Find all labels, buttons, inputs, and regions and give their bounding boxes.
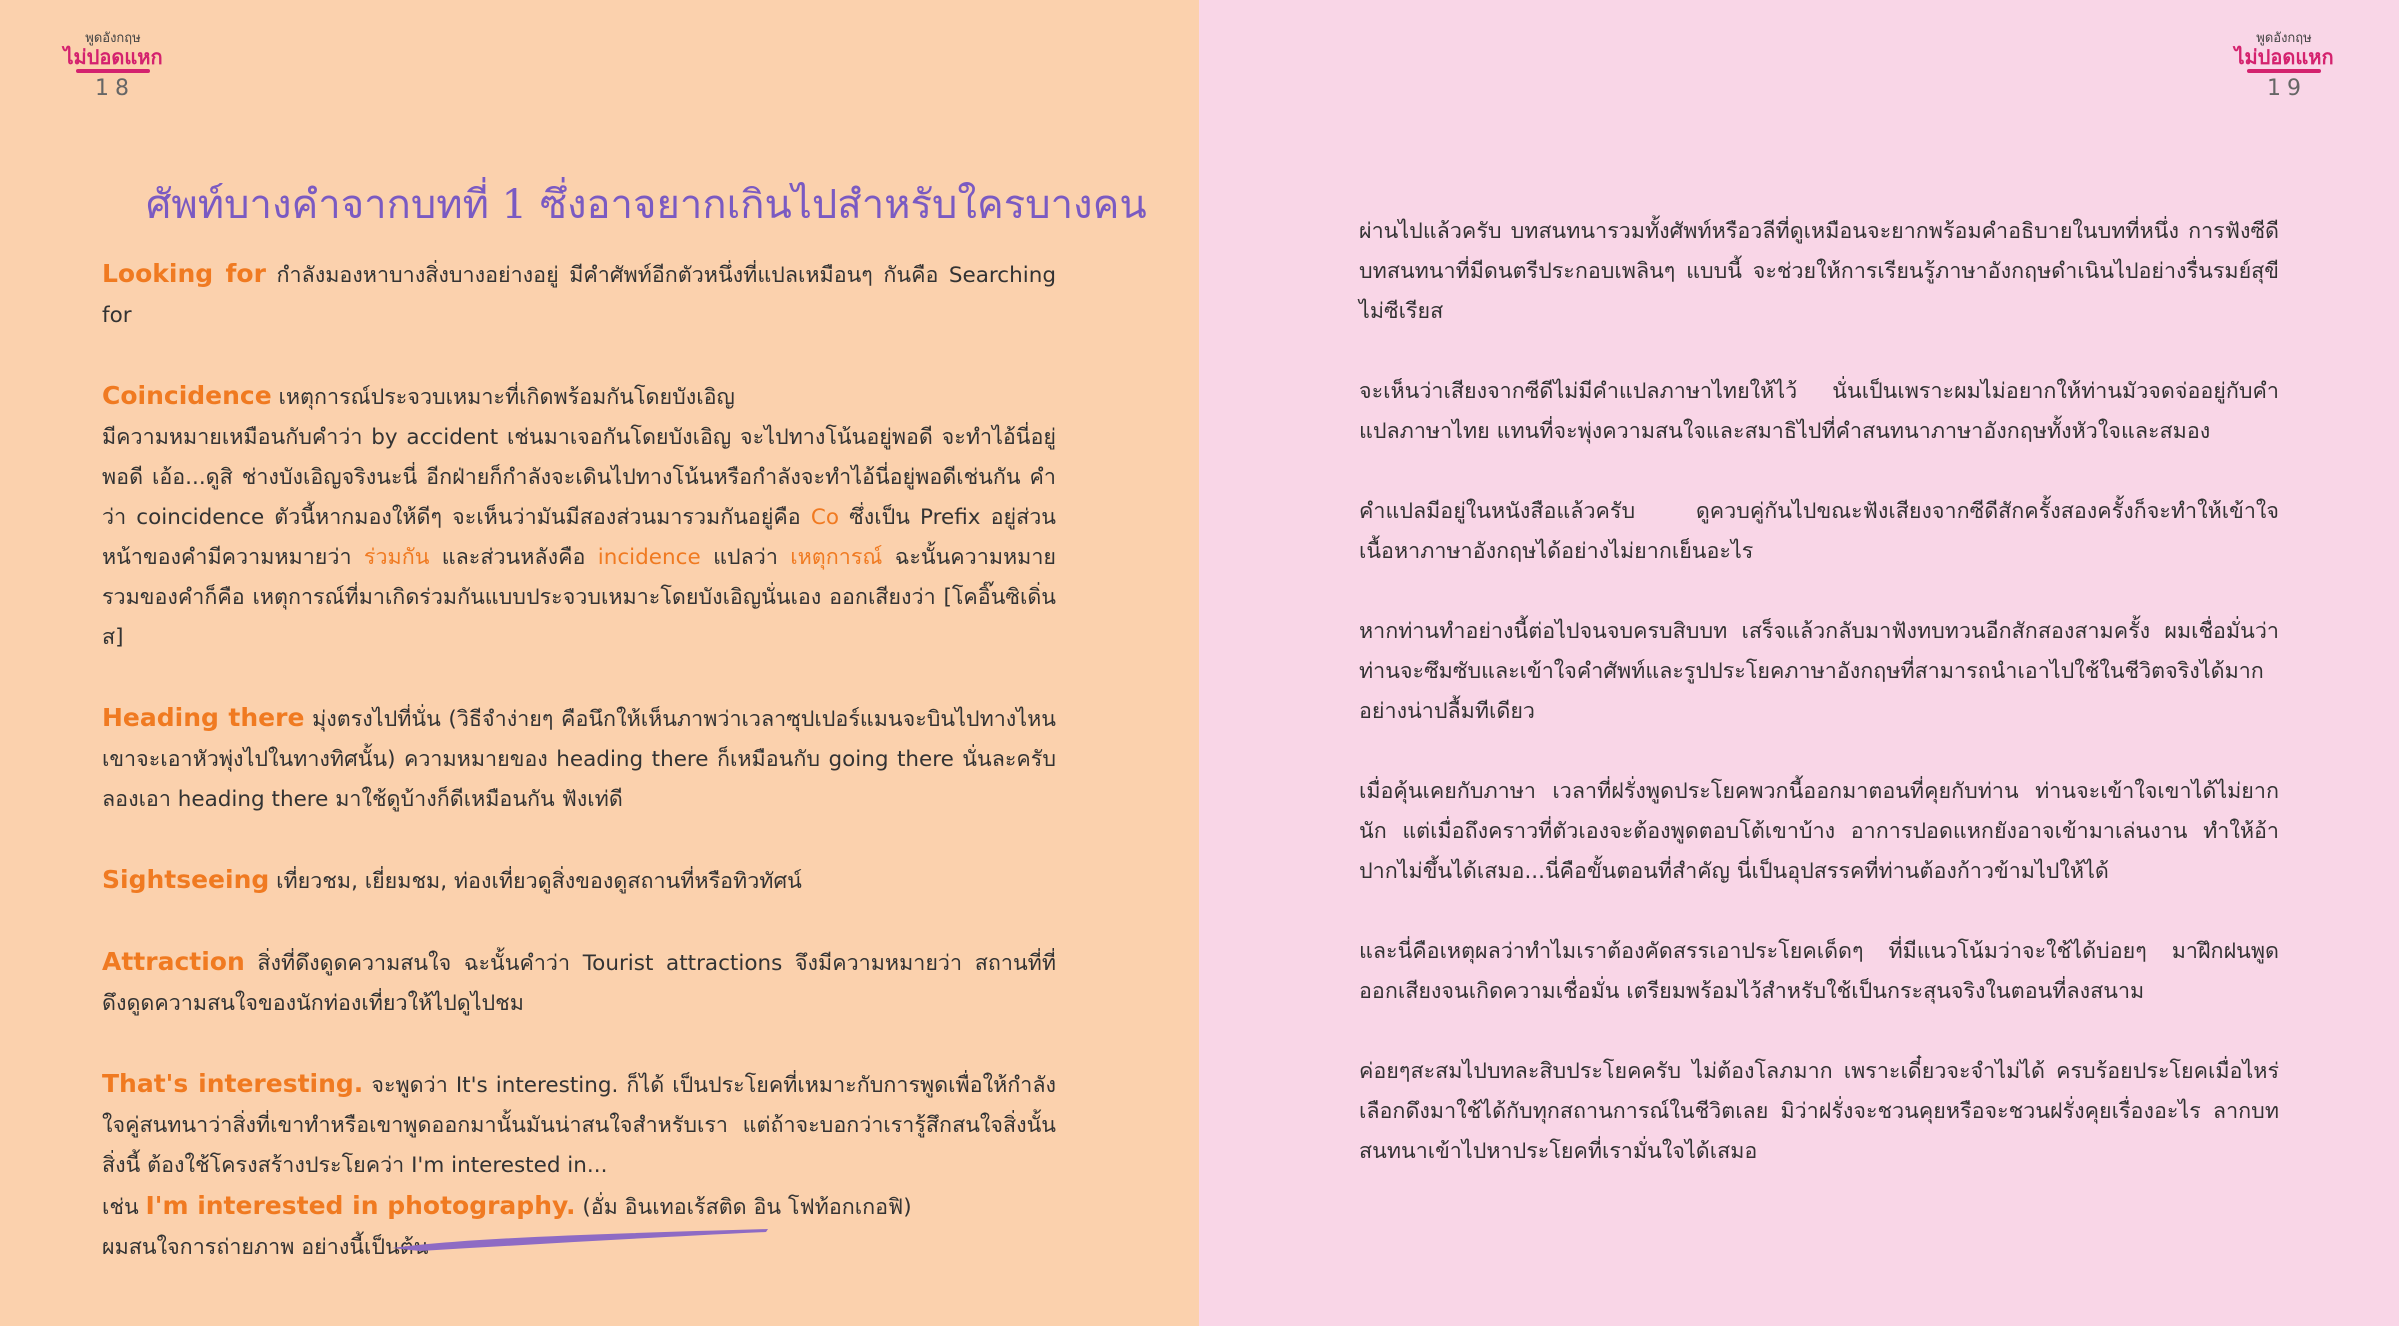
entry-coincidence-head — [102, 376, 1056, 418]
logo-big-text: ไม่ปอดแหก — [63, 45, 163, 69]
paragraph: ผ่านไปแล้วครับ บทสนทนารวมทั้งศัพท์หรือวลีที่ดูเหมือนจะยากพร้อมคำอธิบายในบทที่หนึ่ง การฟังซีดีบทสนทนาที่มีดนตรีประกอบเพลินๆ แบบนี้ จะช่วยให้การเรียนรู้ภาษาอังกฤษดำเนินไปอย่างรื่นรมย์สุขีไม่ซีเรียส — [1359, 219, 2279, 324]
example-reading: (อั่ม อินเทอเร้สติด อิน โฟท้อกเกอฟิ) — [575, 1195, 912, 1220]
logo-swoosh — [2247, 69, 2321, 73]
coincidence-body-text: มีความหมายเหมือนกับคำว่า by accident เช่นมาเจอกันโดยบังเอิญ จะไปทางโน้นอยู่พอดี จะทำไอ้นี่อยู่พอดี เอ้อ...ดูสิ ช่างบังเอิญจริงนะนี่ อีกฝ่ายก็กำลังจะเดินไปทางโน้นหรือกำลังจะทำไอ้นี่อยู่พอดีเช่นกัน คำว่า coincidence ตัวนี้หากมองให้ดีๆ จะเห็นว่ามันมีสองส่วนมารวมกันอยู่คือ — [102, 425, 1056, 530]
paragraph: จะเห็นว่าเสียงจากซีดีไม่มีคำแปลภาษาไทยให้ไว้ นั่นเป็นเพราะผมไม่อยากให้ท่านมัวจดจ่ออยู่กับคำแปลภาษาไทย แทนที่จะพุ่งความสนใจและสมาธิไปที่คำสนทนาภาษาอังกฤษทั้งหัวใจและสมอง — [1359, 379, 2279, 444]
example-prefix: เช่น — [102, 1195, 146, 1220]
definition-heading-there: มุ่งตรงไปที่นั่น (วิธีจำง่ายๆ คือนึกให้เห็นภาพว่าเวลาซุปเปอร์แมนจะบินไปทางไหน เขาจะเอาหัวพุ่งไปในทางทิศนั้น) ความหมายของ heading there ก็เหมือนกับ going there นั่นละครับ ลองเอา heading there มาใช้ดูบ้างก็ดีเหมือนกัน ฟังเท่ดี — [102, 707, 1056, 812]
term-heading-there: Heading there — [102, 703, 305, 732]
highlight-together: ร่วมกัน — [363, 545, 430, 570]
term-attraction: Attraction — [102, 947, 245, 976]
highlight-event: เหตุการณ์ — [790, 545, 883, 570]
highlight-co: Co — [810, 505, 840, 530]
term-sightseeing: Sightseeing — [102, 865, 270, 894]
entry-thats-interesting — [102, 1064, 1056, 1186]
term-thats-interesting: That's interesting. — [102, 1069, 364, 1098]
logo-swoosh — [76, 69, 150, 73]
example-term: I'm interested in photography. — [145, 1191, 576, 1220]
right-page — [1199, 0, 2399, 1326]
page-number: 19 — [2267, 76, 2307, 101]
paragraph: คำแปลมีอยู่ในหนังสือแล้วครับ ดูควบคู่กันไปขณะฟังเสียงจากซีดีสักครั้งสองครั้งก็จะทำให้เข้าใจเนื้อหาภาษาอังกฤษได้อย่างไม่ยากเย็นอะไร — [1359, 499, 2279, 564]
logo-small-text: พูดอังกฤษ — [2256, 31, 2312, 46]
entry-sightseeing — [102, 860, 1056, 902]
brush-stroke-decoration — [390, 1226, 770, 1256]
logo-big-text: ไม่ปอดแหก — [2234, 45, 2334, 69]
highlight-incidence: incidence — [597, 545, 701, 570]
page-title: ศัพท์บางคำจากบทที่ 1 ซึ่งอาจยากเกินไปสำหรับใครบางคน — [146, 182, 1147, 228]
definition-looking-for: กำลังมองหาบางสิ่งบางอย่างอยู่ มีคำศัพท์อีกตัวหนึ่งที่แปลเหมือนๆ กันคือ Searching for — [102, 263, 1056, 328]
definition-coincidence: เหตุการณ์ประจวบเหมาะที่เกิดพร้อมกันโดยบังเอิญ — [271, 385, 735, 410]
example-sentence — [102, 1186, 1056, 1228]
definition-attraction: สิ่งที่ดึงดูดความสนใจ ฉะนั้นคำว่า Tourist attractions จึงมีความหมายว่า สถานที่ที่ดึงดูดความสนใจของนักท่องเที่ยวให้ไปดูไปชม — [102, 951, 1056, 1016]
coincidence-body-text: ฉะนั้นความหมายรวมของคำก็คือ เหตุการณ์ที่มาเกิดร่วมกันแบบประจวบเหมาะโดยบังเอิญนั่นเอง ออกเสียงว่า [โคอิ๊นซิเดิ่นส] — [102, 545, 1057, 650]
page-number: 18 — [95, 76, 135, 101]
term-looking-for: Looking for — [102, 259, 266, 288]
definition-thats-interesting: จะพูดว่า It's interesting. ก็ได้ เป็นประโยคที่เหมาะกับการพูดเพื่อให้กำลังใจคู่สนทนาว่าสิ่งที่เขาทำหรือเขาพูดออกมานั้นมันน่าสนใจสำหรับเรา แต่ถ้าจะบอกว่าเรารู้สึกสนใจสิ่งนั้นสิ่งนี้ ต้องใช้โครงสร้างประโยคว่า I'm interested in... — [102, 1073, 1057, 1178]
entry-looking-for — [102, 254, 1056, 336]
paragraph: และนี่คือเหตุผลว่าทำไมเราต้องคัดสรรเอาประโยคเด็ดๆ ที่มีแนวโน้มว่าจะใช้ได้บ่อยๆ มาฝึกฝนพูดออกเสียงจนเกิดความเชื่อมั่น เตรียมพร้อมไว้สำหรับใช้เป็นกระสุนจริงในตอนที่ลงสนาม — [1359, 939, 2279, 1004]
definition-sightseeing: เที่ยวชม, เยี่ยมชม, ท่องเที่ยวดูสิ่งของดูสถานที่หรือทิวทัศน์ — [269, 869, 802, 894]
entry-attraction — [102, 942, 1056, 1024]
entry-coincidence-body — [102, 418, 1056, 658]
left-page — [0, 0, 1199, 1326]
book-logo — [58, 32, 168, 73]
paragraph: ค่อยๆสะสมไปบทละสิบประโยคครับ ไม่ต้องโลภมาก เพราะเดี๋ยวจะจำไม่ได้ ครบร้อยประโยคเมื่อไหร่เลือกดึงมาใช้ได้กับทุกสถานการณ์ในชีวิตเลย มิว่าฝรั่งจะชวนคุยหรือจะชวนฝรั่งคุยเรื่องอะไร ลากบทสนทนาเข้าไปหาประโยคที่เรามั่นใจได้เสมอ — [1359, 1059, 2279, 1164]
example-meaning: ผมสนใจการถ่ายภาพ อย่างนี้เป็นต้น — [102, 1235, 429, 1260]
coincidence-body-text: แปลว่า — [700, 545, 791, 570]
entry-heading-there — [102, 698, 1056, 820]
paragraph: หากท่านทำอย่างนี้ต่อไปจนจบครบสิบบท เสร็จแล้วกลับมาฟังทบทวนอีกสักสองสามครั้ง ผมเชื่อมั่นว่าท่านจะซึมซับและเข้าใจคำศัพท์และรูปประโยคภาษาอังกฤษที่สามารถนำเอาไปใช้ในชีวิตจริงได้มากอย่างน่าปลื้มทีเดียว — [1359, 619, 2279, 724]
body-text-column — [1359, 212, 2279, 1172]
term-coincidence: Coincidence — [102, 381, 272, 410]
coincidence-body-text: และส่วนหลังคือ — [429, 545, 598, 570]
book-logo — [2229, 32, 2339, 73]
vocabulary-list — [102, 254, 1056, 1268]
paragraph: เมื่อคุ้นเคยกับภาษา เวลาที่ฝรั่งพูดประโยคพวกนี้ออกมาตอนที่คุยกับท่าน ท่านจะเข้าใจเขาได้ไม่ยากนัก แต่เมื่อถึงคราวที่ตัวเองจะต้องพูดตอบโต้เขาบ้าง อาการปอดแหกยังอาจเข้ามาเล่นงาน ทำให้อ้าปากไม่ขึ้นได้เสมอ...นี่คือขั้นตอนที่สำคัญ นี่เป็นอุปสรรคที่ท่านต้องก้าวข้ามไปให้ได้ — [1359, 779, 2279, 884]
coincidence-body-text: ซึ่งเป็น Prefix อยู่ส่วนหน้าของคำมีความหมายว่า — [102, 505, 1057, 570]
logo-small-text: พูดอังกฤษ — [85, 31, 141, 46]
